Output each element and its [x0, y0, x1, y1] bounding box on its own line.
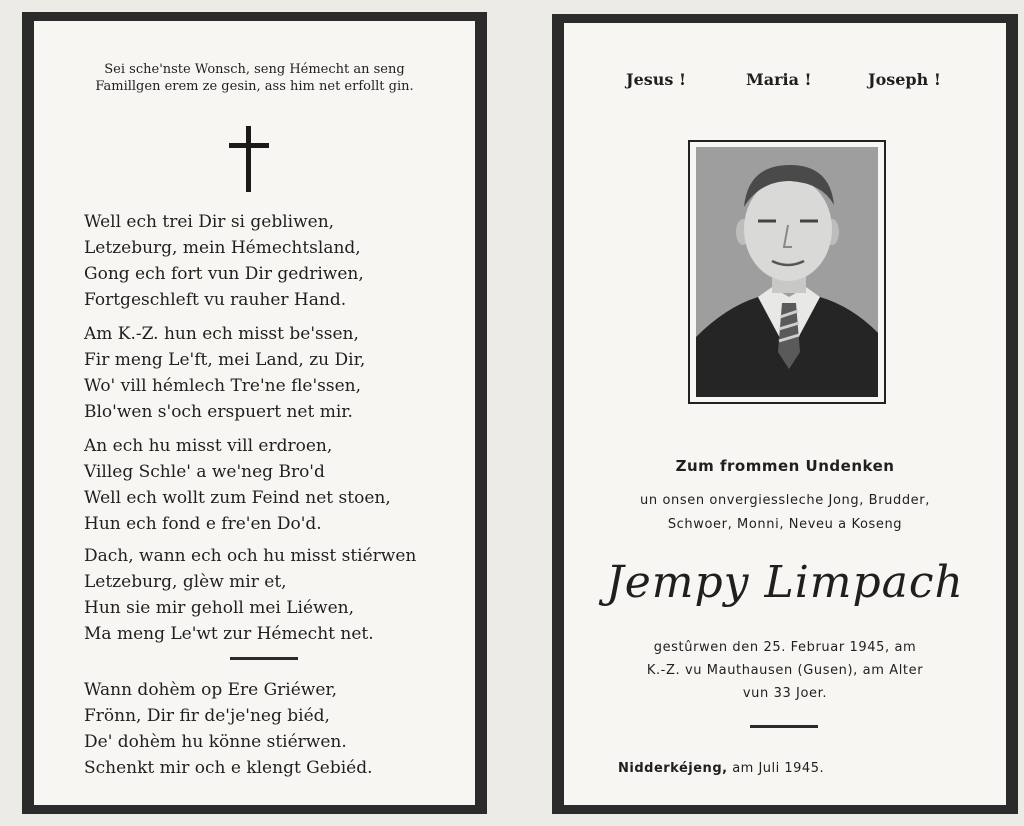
- poem-line: Schenkt mir och e klengt Gebiéd.: [84, 758, 373, 778]
- dedication-line: Schwoer, Monni, Neveu a Koseng: [667, 517, 903, 532]
- poem-stanza-4: [84, 543, 474, 647]
- invocation-jesus: Jesus !: [626, 70, 686, 89]
- death-details-line: vun 33 Joer.: [742, 686, 828, 701]
- portrait-photo: [696, 147, 878, 397]
- poem-line: Frönn, Dir fir de'je'neg biéd,: [84, 706, 330, 726]
- divider: [230, 657, 298, 660]
- right-memorial-page: [552, 14, 1018, 814]
- portrait-image: [696, 147, 878, 397]
- date: am Juli 1945.: [732, 761, 825, 776]
- poem-line: Villeg Schle' a we'neg Bro'd: [84, 462, 325, 482]
- poem-line: Letzeburg, glèw mir et,: [84, 572, 287, 592]
- poem-line: Fir meng Le'ft, mei Land, zu Dir,: [84, 350, 366, 370]
- death-details-line: K.-Z. vu Mauthausen (Gusen), am Alter: [646, 663, 924, 678]
- poem-line: Blo'wen s'och erspuert net mir.: [84, 402, 353, 422]
- poem-line: Gong ech fort vun Dir gedriwen,: [84, 264, 364, 284]
- poem-line: Ma meng Le'wt zur Hémecht net.: [84, 624, 374, 644]
- divider: [750, 725, 818, 728]
- poem-stanza-5: [84, 677, 474, 781]
- motto-line: Sei sche'nste Wonsch, seng Hémecht an seng: [104, 62, 405, 77]
- motto: [34, 61, 475, 95]
- poem-stanza-1: [84, 209, 474, 313]
- poem-stanza-3: [84, 433, 474, 537]
- dedication-line: un onsen onvergiessleche Jong, Brudder,: [640, 493, 930, 508]
- poem-line: An ech hu misst vill erdroen,: [84, 436, 333, 456]
- poem-line: Wo' vill hémlech Tre'ne fle'ssen,: [84, 376, 361, 396]
- place: Nidderkéjeng,: [618, 761, 728, 776]
- poem-line: Hun sie mir geholl mei Liéwen,: [84, 598, 355, 618]
- poem-line: Letzeburg, mein Hémechtsland,: [84, 238, 361, 258]
- deceased-name: Jempy Limpach: [606, 557, 964, 608]
- poem-line: Well ech trei Dir si gebliwen,: [84, 212, 335, 232]
- left-memorial-page: [22, 12, 487, 814]
- poem-line: Dach, wann ech och hu misst stiérwen: [84, 546, 417, 566]
- invocation-maria: Maria !: [746, 70, 812, 89]
- place-and-date: [618, 761, 824, 776]
- poem-line: Wann dohèm op Ere Griéwer,: [84, 680, 338, 700]
- poem-line: De' dohèm hu könne stiérwen.: [84, 732, 347, 752]
- memorial-heading: Zum frommen Undenken: [675, 457, 895, 475]
- poem-line: Hun ech fond e fre'en Do'd.: [84, 514, 322, 534]
- cross-icon: [229, 126, 269, 192]
- portrait-frame: [688, 140, 886, 404]
- invocation-joseph: Joseph !: [868, 70, 941, 89]
- poem-stanza-2: [84, 321, 474, 425]
- death-details-line: gestûrwen den 25. Februar 1945, am: [653, 640, 917, 655]
- poem-line: Fortgeschleft vu rauher Hand.: [84, 290, 347, 310]
- poem-line: Am K.-Z. hun ech misst be'ssen,: [84, 324, 359, 344]
- poem-line: Well ech wollt zum Feind net stoen,: [84, 488, 391, 508]
- motto-line: Famillgen erem ze gesin, ass him net erfollt gin.: [95, 79, 414, 94]
